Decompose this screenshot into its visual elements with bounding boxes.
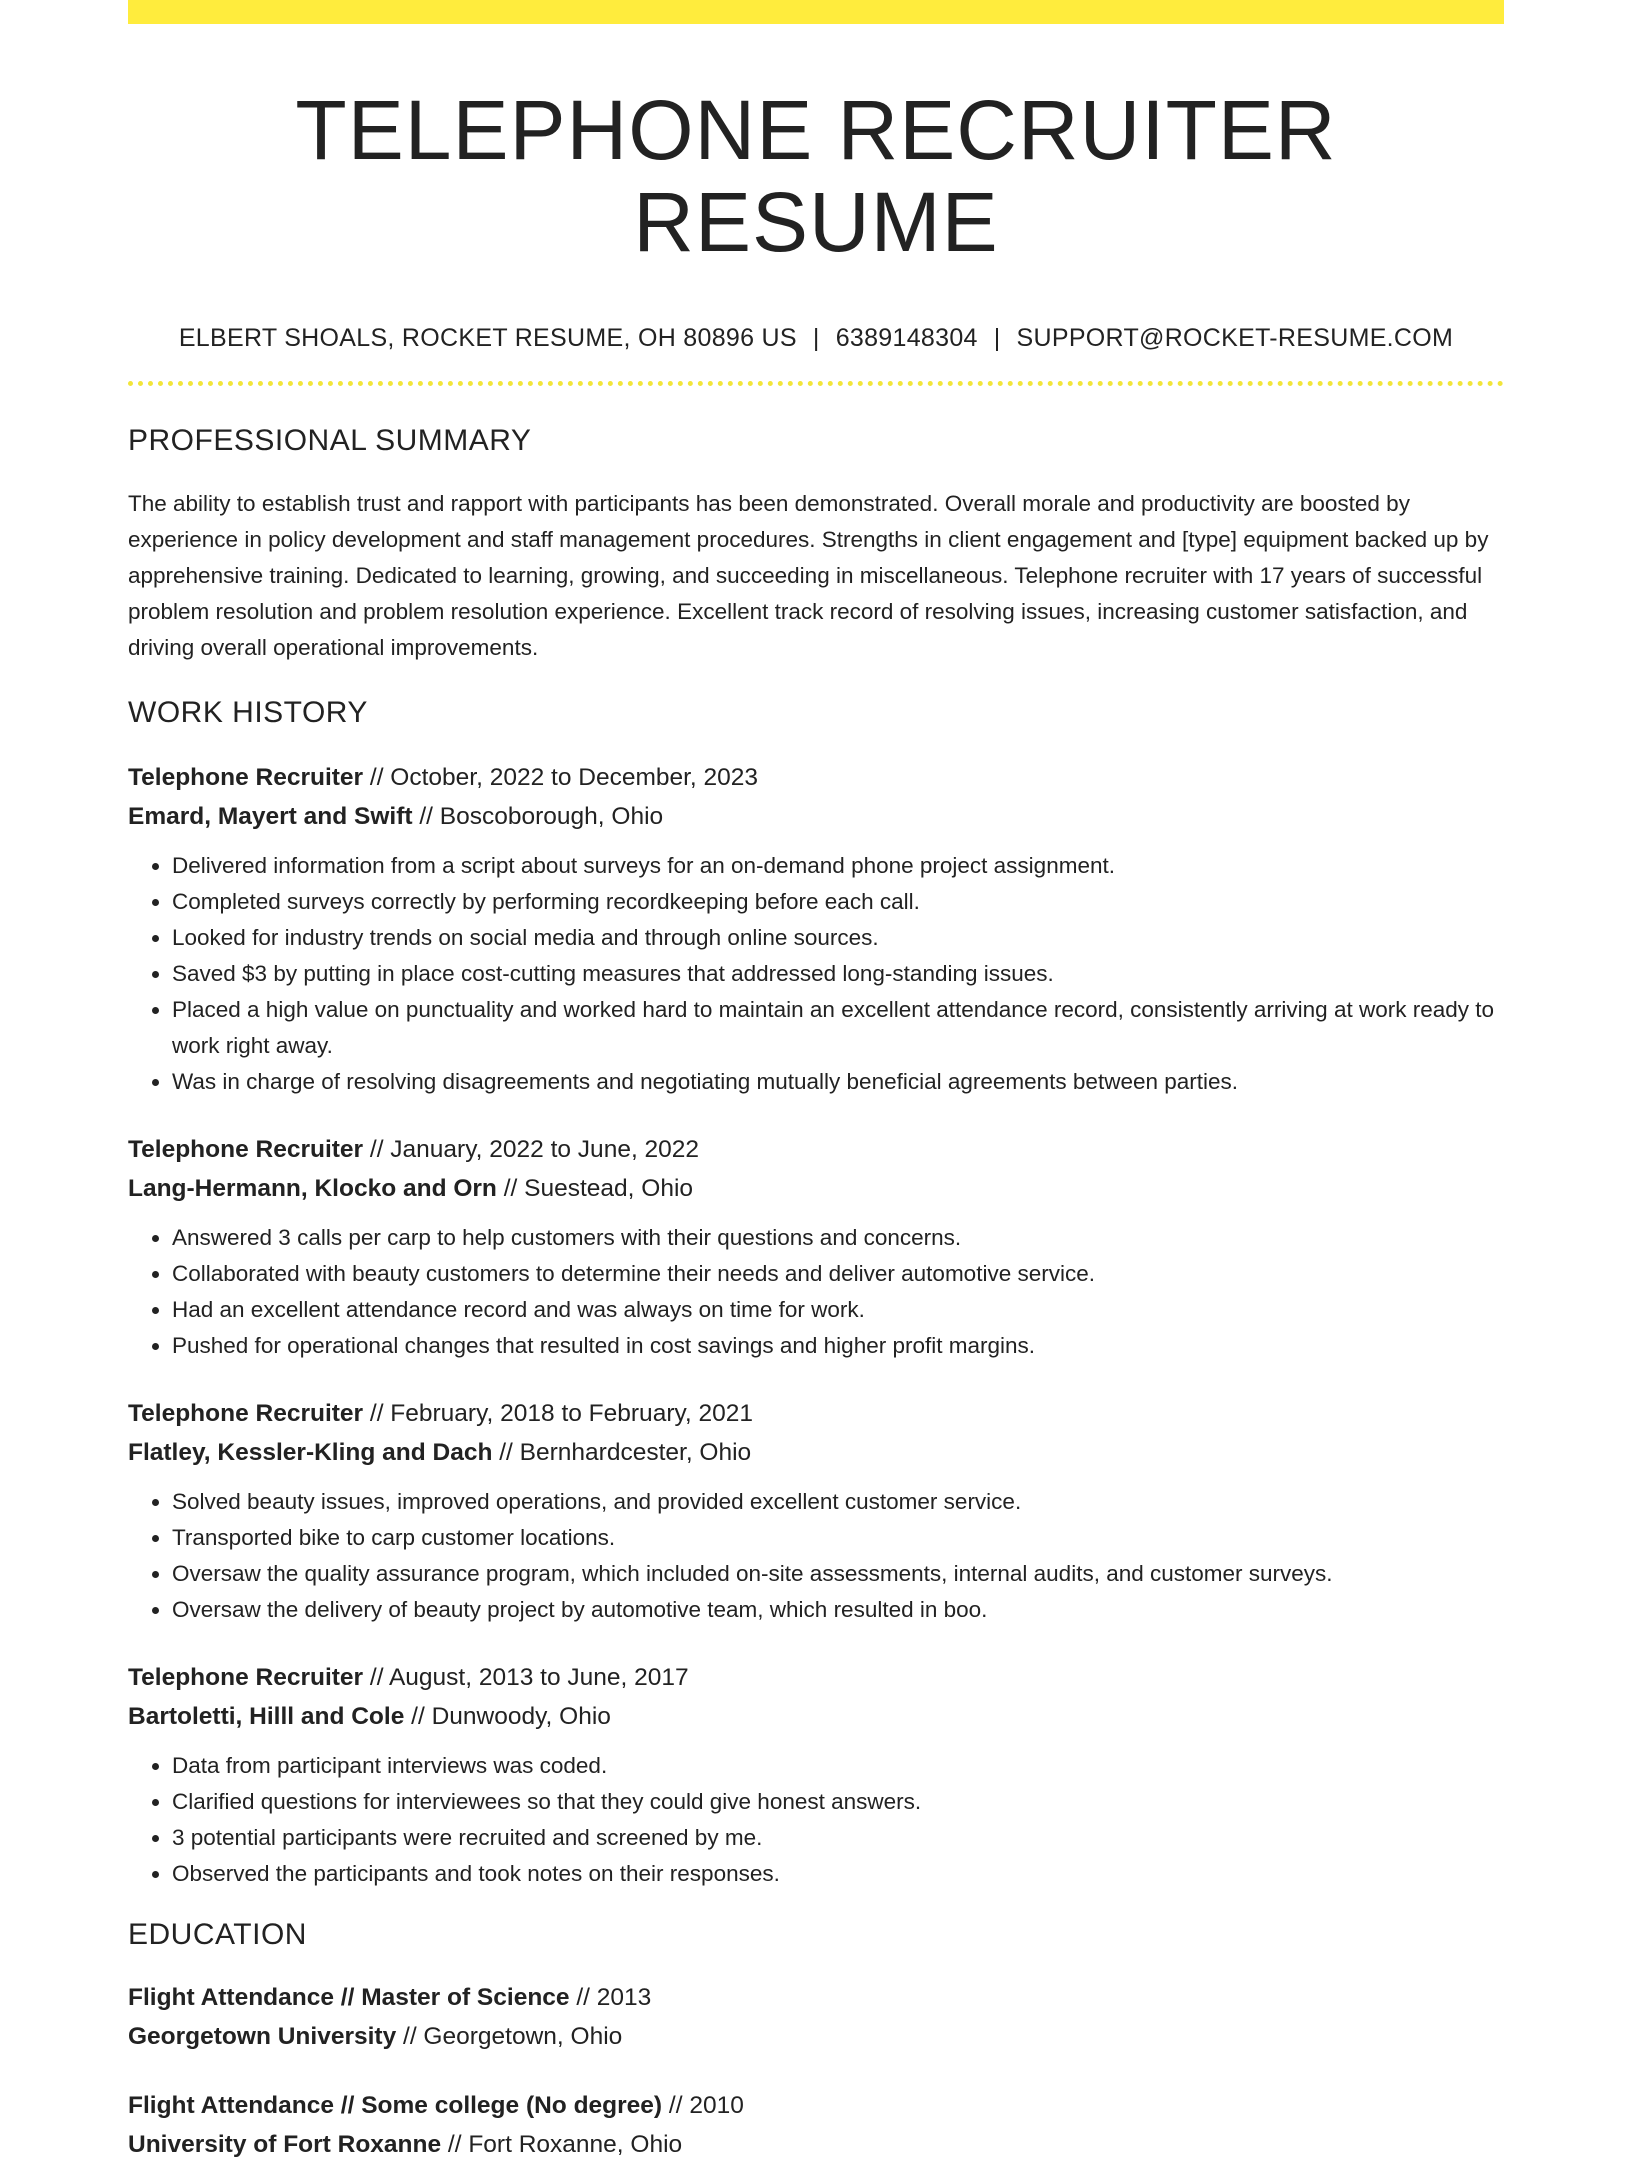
education-year: // 2013 bbox=[569, 1983, 652, 2011]
summary-text: The ability to establish trust and rapport with participants has been demonstrated. Overall morale and productivity are boosted by experience in policy development and staff management procedures. Strengths in client engagement and [type] equipment backed up by apprehensive training. Dedicated to learning, growing, and succeeding in miscellaneous. Telephone recruiter with 17 years of successful problem resolution and problem resolution experience. Excellent track record of resolving issues, increasing customer satisfaction, and driving overall operational improvements. bbox=[128, 490, 1489, 660]
job-bullet: • Oversaw the quality assurance program, which included on-site assessments, internal audits, and customer surveys. bbox=[172, 1556, 1504, 1592]
job-bullet: • Observed the participants and took notes on their responses. bbox=[172, 1856, 1504, 1892]
education-entry bbox=[128, 2086, 1504, 2164]
job-dates: // January, 2022 to June, 2022 bbox=[363, 1135, 700, 1163]
job-bullet: • Placed a high value on punctuality and worked hard to maintain an excellent attendance record, consistently arriving at work ready to work right away. bbox=[172, 992, 1504, 1064]
contact-email: SUPPORT@ROCKET-RESUME.COM bbox=[1016, 323, 1454, 352]
job-title-line bbox=[128, 1130, 1504, 1169]
education-entry bbox=[128, 1978, 1504, 2056]
education-degree: Flight Attendance // Master of Science bbox=[128, 1983, 570, 2011]
job-title: Telephone Recruiter bbox=[128, 1399, 364, 1427]
job-bullet: • Had an excellent attendance record and was always on time for work. bbox=[172, 1292, 1504, 1328]
job-bullet: • Oversaw the delivery of beauty project by automotive team, which resulted in boo. bbox=[172, 1592, 1504, 1628]
job-company-line bbox=[128, 1697, 1504, 1736]
education-heading: EDUCATION bbox=[128, 1917, 307, 1951]
job-title: Telephone Recruiter bbox=[128, 763, 364, 791]
job-entry bbox=[128, 1394, 1504, 1628]
job-title: Telephone Recruiter bbox=[128, 1663, 364, 1691]
job-bullets bbox=[128, 1748, 1504, 1892]
job-company-line bbox=[128, 1433, 1504, 1472]
resume-title: TELEPHONE RECRUITER RESUME bbox=[295, 83, 1337, 270]
education-school: Georgetown University bbox=[128, 2022, 397, 2050]
job-bullet: • Was in charge of resolving disagreements and negotiating mutually beneficial agreements between parties. bbox=[172, 1064, 1504, 1100]
job-dates: // October, 2022 to December, 2023 bbox=[363, 763, 759, 791]
job-company-line bbox=[128, 797, 1504, 836]
job-bullet: • Delivered information from a script about surveys for an on-demand phone project assignment. bbox=[172, 848, 1504, 884]
contact-line bbox=[128, 324, 1504, 353]
dotted-divider bbox=[128, 381, 1504, 386]
education-school-line bbox=[128, 2125, 1504, 2164]
job-company-line bbox=[128, 1169, 1504, 1208]
job-entry bbox=[128, 758, 1504, 1100]
job-location: // Dunwoody, Ohio bbox=[404, 1702, 611, 1730]
job-title: Telephone Recruiter bbox=[128, 1135, 364, 1163]
job-bullet: • Solved beauty issues, improved operations, and provided excellent customer service. bbox=[172, 1484, 1504, 1520]
job-title-line bbox=[128, 758, 1504, 797]
job-location: // Suestead, Ohio bbox=[496, 1174, 694, 1202]
job-bullet: • Collaborated with beauty customers to determine their needs and deliver automotive service. bbox=[172, 1256, 1504, 1292]
work-history-heading: WORK HISTORY bbox=[128, 695, 368, 729]
job-entry bbox=[128, 1658, 1504, 1892]
job-bullet: • Saved $3 by putting in place cost-cutting measures that addressed long-standing issues. bbox=[172, 956, 1504, 992]
job-entry bbox=[128, 1130, 1504, 1364]
contact-separator: | bbox=[993, 323, 1001, 352]
summary-heading: PROFESSIONAL SUMMARY bbox=[128, 423, 532, 457]
job-company: Bartoletti, Hilll and Cole bbox=[128, 1702, 405, 1730]
resume-page bbox=[128, 0, 1504, 2164]
job-bullet: • Answered 3 calls per carp to help customers with their questions and concerns. bbox=[172, 1220, 1504, 1256]
job-bullet: • Looked for industry trends on social media and through online sources. bbox=[172, 920, 1504, 956]
job-bullet: • Completed surveys correctly by performing recordkeeping before each call. bbox=[172, 884, 1504, 920]
job-title-line bbox=[128, 1658, 1504, 1697]
job-bullet: • 3 potential participants were recruited and screened by me. bbox=[172, 1820, 1504, 1856]
job-bullet: • Transported bike to carp customer locations. bbox=[172, 1520, 1504, 1556]
education-school: University of Fort Roxanne bbox=[128, 2130, 442, 2158]
education-location: // Georgetown, Ohio bbox=[396, 2022, 623, 2050]
education-year: // 2010 bbox=[662, 2091, 744, 2119]
contact-phone: 6389148304 bbox=[835, 323, 978, 352]
job-dates: // August, 2013 to June, 2017 bbox=[363, 1663, 689, 1691]
job-title-line bbox=[128, 1394, 1504, 1433]
job-company: Emard, Mayert and Swift bbox=[128, 802, 413, 830]
contact-address: ELBERT SHOALS, ROCKET RESUME, OH 80896 US bbox=[178, 323, 797, 352]
job-bullets bbox=[128, 1220, 1504, 1364]
job-bullet: • Data from participant interviews was coded. bbox=[172, 1748, 1504, 1784]
job-location: // Boscoborough, Ohio bbox=[412, 802, 664, 830]
job-bullet: • Clarified questions for interviewees so that they could give honest answers. bbox=[172, 1784, 1504, 1820]
education-degree: Flight Attendance // Some college (No degree) bbox=[128, 2091, 663, 2119]
education-degree-line bbox=[128, 2086, 1504, 2125]
job-dates: // February, 2018 to February, 2021 bbox=[363, 1399, 754, 1427]
education-location: // Fort Roxanne, Ohio bbox=[441, 2130, 683, 2158]
education-school-line bbox=[128, 2017, 1504, 2056]
job-company: Flatley, Kessler-Kling and Dach bbox=[128, 1438, 493, 1466]
job-company: Lang-Hermann, Klocko and Orn bbox=[128, 1174, 497, 1202]
job-location: // Bernhardcester, Ohio bbox=[492, 1438, 752, 1466]
job-bullets bbox=[128, 848, 1504, 1100]
job-bullet: • Pushed for operational changes that resulted in cost savings and higher profit margins. bbox=[172, 1328, 1504, 1364]
job-bullets bbox=[128, 1484, 1504, 1628]
education-degree-line bbox=[128, 1978, 1504, 2017]
accent-bar bbox=[128, 0, 1504, 24]
contact-separator: | bbox=[812, 323, 820, 352]
